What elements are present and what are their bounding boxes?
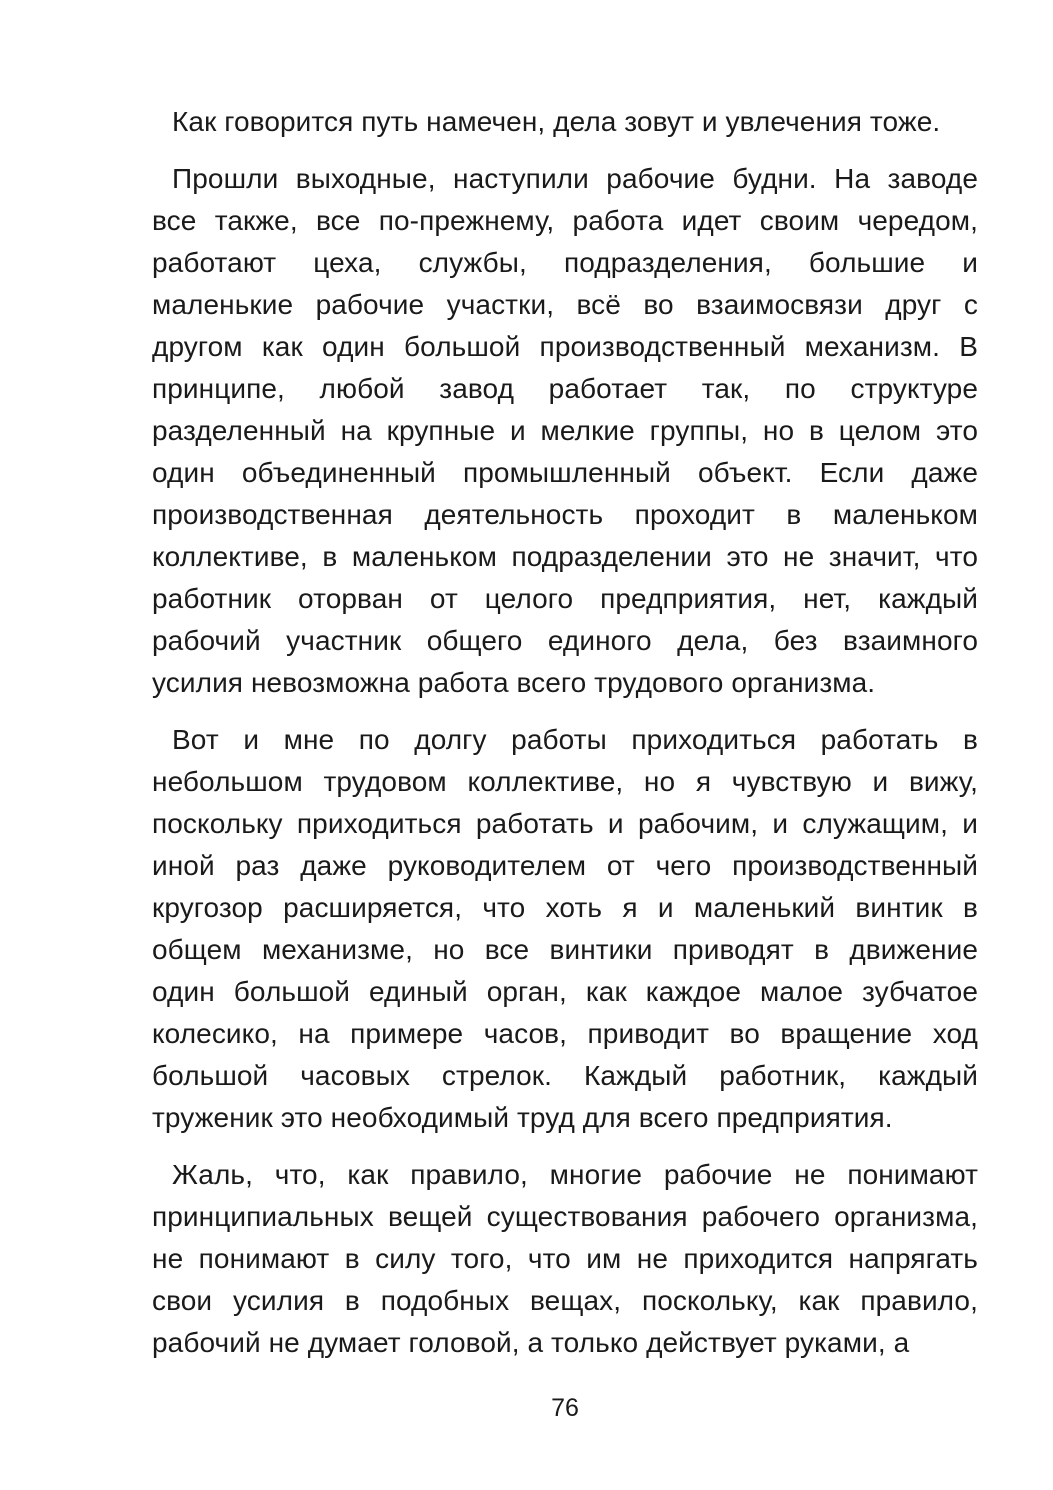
text-line: кругозор расширяется, что хоть я и маленький винтик в (152, 892, 978, 923)
text-line: производственная деятельность проходит в маленьком (152, 499, 978, 530)
text-line: работник оторван от целого предприятия, нет, каждый (152, 583, 978, 614)
text-line: Прошли выходные, наступили рабочие будни. На заводе (172, 163, 978, 194)
text-line: свои усилия в подобных вещах, поскольку, как правило, (152, 1285, 978, 1316)
text-line: Жаль, что, как правило, многие рабочие не понимают (172, 1159, 978, 1190)
text-line: коллективе, в маленьком подразделении это не значит, что (152, 541, 978, 572)
text-line: общем механизме, но все винтики приводят в движение (152, 934, 978, 965)
text-line: большой часовых стрелок. Каждый работник, каждый (152, 1060, 978, 1091)
text-line: все также, все по-прежнему, работа идет своим чередом, (152, 205, 978, 236)
text-line: Вот и мне по долгу работы приходиться работать в (172, 724, 978, 755)
text-line: усилия невозможна работа всего трудового организма. (152, 667, 876, 698)
text-line: один объединенный промышленный объект. Если даже (152, 457, 978, 488)
text-line: небольшом трудовом коллективе, но я чувствую и вижу, (152, 766, 978, 797)
text-line: Как говорится путь намечен, дела зовут и увлечения тоже. (172, 106, 941, 137)
page-body (152, 101, 978, 1364)
paragraph (152, 1154, 978, 1364)
text-line: иной раз даже руководителем от чего производственный (152, 850, 978, 881)
paragraph (152, 719, 978, 1139)
text-line: принципиальных вещей существования рабочего организма, (152, 1201, 978, 1232)
text-line: другом как один большой производственный механизм. В (152, 331, 978, 362)
page-footer (152, 1392, 978, 1424)
text-line: труженик это необходимый труд для всего предприятия. (152, 1102, 893, 1133)
text-line: маленькие рабочие участки, всё во взаимосвязи друг с (152, 289, 978, 320)
paragraph (152, 158, 978, 704)
text-line: работают цеха, службы, подразделения, большие и (152, 247, 978, 278)
text-line: рабочий участник общего единого дела, без взаимного (152, 625, 978, 656)
text-line: рабочий не думает головой, а только действует руками, а (152, 1327, 910, 1358)
text-line: один большой единый орган, как каждое малое зубчатое (152, 976, 978, 1007)
paragraph (152, 101, 978, 143)
text-line: колесико, на примере часов, приводит во вращение ход (152, 1018, 978, 1049)
text-line: разделенный на крупные и мелкие группы, но в целом это (152, 415, 978, 446)
text-line: не понимают в силу того, что им не приходится напрягать (152, 1243, 978, 1274)
text-line: принципе, любой завод работает так, по структуре (152, 373, 978, 404)
page-number: 76 (551, 1394, 579, 1422)
text-line: поскольку приходиться работать и рабочим, и служащим, и (152, 808, 978, 839)
